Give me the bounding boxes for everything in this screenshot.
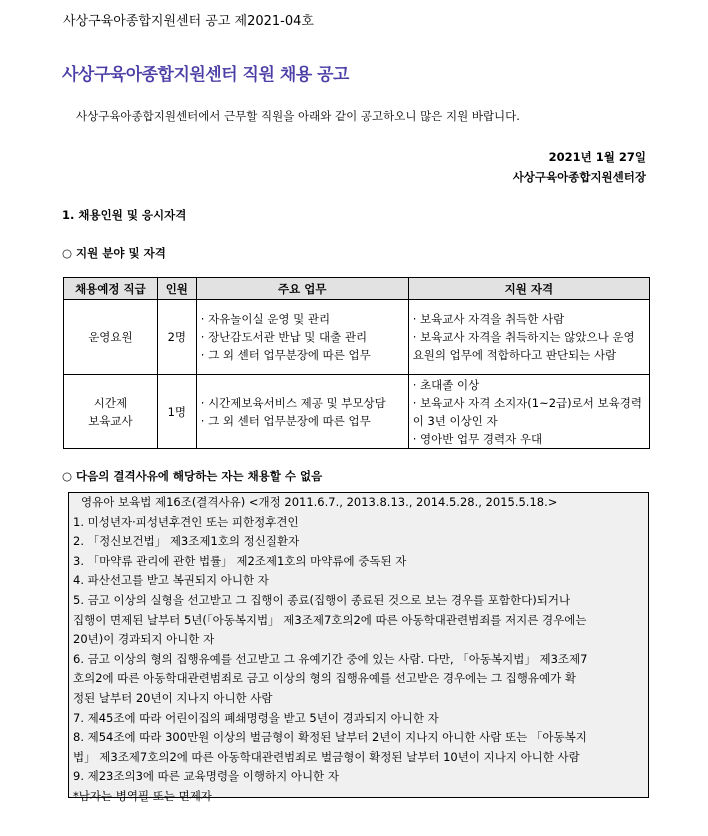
disqualification-line: 2. 「정신보건법」 제3조제1호의 정신질환자 <box>73 534 300 549</box>
count-cell: 1명 <box>157 375 196 449</box>
disqualification-line: 정된 날부터 20년이 지나지 아니한 사람 <box>73 690 273 705</box>
table-header-row <box>64 278 650 300</box>
disqualification-line: 4. 파산선고를 받고 복권되지 아니한 자 <box>73 573 269 588</box>
disqualification-line: 5. 금고 이상의 실형을 선고받고 그 집행이 종료(집행이 종료된 것으로 보는 경우를 포함한다)되거나 <box>73 592 571 607</box>
column-header: 인원 <box>157 278 196 300</box>
recruitment-table <box>63 277 650 449</box>
subsection-heading: ○ 다음의 결격사유에 해당하는 자는 채용할 수 없음 <box>62 469 323 483</box>
position-name: 보육교사 <box>88 413 133 428</box>
disqualification-line: 7. 제45조에 따라 어린이집의 폐쇄명령을 받고 5년이 경과되지 아니한 자 <box>73 710 439 725</box>
duty-item: · 그 외 센터 업무분장에 따른 업무 <box>200 413 371 428</box>
announcement-date: 2021년 1월 27일 <box>548 150 646 164</box>
qualifications-cell <box>408 300 649 375</box>
duty-item: · 자유놀이실 운영 및 관리 <box>200 312 331 326</box>
qualification-item: · 보육교사 자격을 취득하지는 않았으나 운영요원의 업무에 적합하다고 판단되는 사람 <box>412 330 635 362</box>
disqualification-line: 6. 금고 이상의 형의 집행유예를 선고받고 그 유예기간 중에 있는 사람. 다만, 「아동복지법」 제3조제7 <box>73 651 588 666</box>
disqualification-line: 집행이 면제된 날부터 5년(「아동복지법」 제3조제7호의2에 따른 아동학대관련범죄를 저지른 경우에는 <box>73 612 587 627</box>
position-name: 시간제 <box>93 395 128 410</box>
column-header: 지원 자격 <box>408 278 649 300</box>
position-cell <box>64 300 158 375</box>
column-header: 주요 업무 <box>196 278 408 300</box>
position-cell <box>64 375 158 449</box>
duties-cell <box>196 375 408 449</box>
qualification-item: · 보육교사 자격 소지자(1~2급)로서 보육경력이 3년 이상인 자 <box>412 395 642 428</box>
intro-text: 사상구육아종합지원센터에서 근무할 직원을 아래와 같이 공고하오니 많은 지원 바랍니다. <box>76 109 520 123</box>
table-row <box>64 300 650 375</box>
qualification-item: · 영아반 업무 경력자 우대 <box>412 431 543 446</box>
column-header: 채용예정 직급 <box>64 278 158 300</box>
duty-item: · 시간제보육서비스 제공 및 부모상담 <box>200 395 386 410</box>
law-reference: 영유아 보육법 제16조(결격사유) <개정 2011.6.7., 2013.8.13., 2014.5.28., 2015.5.18.> <box>81 495 558 509</box>
disqualification-line: 1. 미성년자·피성년후견인 또는 피한정후견인 <box>73 514 299 529</box>
duty-item: · 그 외 센터 업무분장에 따른 업무 <box>200 348 371 362</box>
document-number: 사상구육아종합지원센터 공고 제2021-04호 <box>63 14 314 29</box>
count-cell: 2명 <box>157 300 196 375</box>
duties-cell <box>196 300 408 375</box>
qualification-item: · 초대졸 이상 <box>412 377 480 392</box>
section-heading: 1. 채용인원 및 응시자격 <box>62 208 187 222</box>
military-note: *남자는 병역필 또는 면제자 <box>73 788 212 803</box>
qualifications-cell <box>408 375 649 449</box>
table-row <box>64 375 650 449</box>
qualification-item: · 보육교사 자격을 취득한 사람 <box>412 312 565 326</box>
subsection-heading: ○ 지원 분야 및 자격 <box>62 246 166 260</box>
duty-item: · 장난감도서관 반납 및 대출 관리 <box>200 330 368 344</box>
disqualification-line: 20년)이 경과되지 아니한 자 <box>73 632 215 647</box>
disqualification-box <box>68 492 649 803</box>
page-title: 사상구육아종합지원센터 직원 채용 공고 <box>62 65 349 85</box>
position-name: 운영요원 <box>88 330 133 344</box>
disqualification-line: 9. 제23조의3에 따른 교육명령을 이행하지 아니한 자 <box>73 769 339 784</box>
disqualification-line: 법」 제3조제7호의2에 따른 아동학대관련범죄로 벌금형이 확정된 날부터 10년이 지나지 아니한 사람 <box>73 749 580 764</box>
disqualification-line: 3. 「마약류 관리에 관한 법률」 제2조제1호의 마약류에 중독된 자 <box>73 553 407 568</box>
organization-head: 사상구육아종합지원센터장 <box>512 170 646 184</box>
disqualification-line: 8. 제54조에 따라 300만원 이상의 벌금형이 확정된 날부터 2년이 지나지 아니한 사람 또는 「아동복지 <box>73 730 587 745</box>
disqualification-line: 호의2에 따른 아동학대관련범죄로 금고 이상의 형의 집행유예를 선고받은 경우에는 그 집행유예가 확 <box>73 671 576 686</box>
